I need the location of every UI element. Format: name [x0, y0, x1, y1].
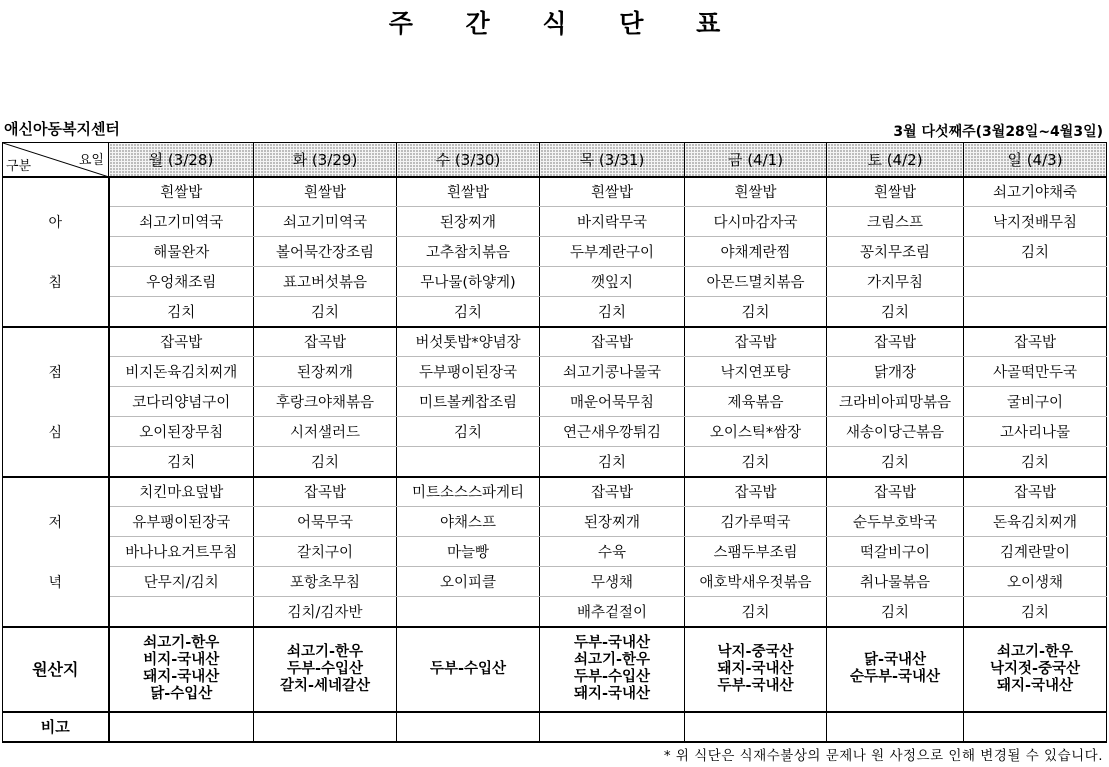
day-header: 수 (3/30) — [397, 143, 540, 177]
menu-item-cell: 닭개장 — [827, 357, 964, 387]
menu-item-cell: 순두부호박국 — [827, 507, 964, 537]
origin-line: 쇠고기-한우 — [573, 652, 651, 668]
breakfast-row — [3, 207, 1107, 237]
menu-item-cell: 잡곡밥 — [540, 327, 685, 357]
menu-item-cell: 마늘빵 — [397, 537, 540, 567]
origin-cell — [540, 627, 685, 712]
footnote: * 위 식단은 식재수불상의 문제나 원 사정으로 인해 변경될 수 있습니다. — [663, 748, 1103, 764]
dinner-row — [3, 597, 1107, 627]
menu-item-cell: 잡곡밥 — [540, 477, 685, 507]
week-label: 3월 다섯째주(3월28일~4월3일) — [893, 124, 1103, 140]
day-header: 금 (4/1) — [685, 143, 827, 177]
menu-item-cell: 쇠고기콩나물국 — [540, 357, 685, 387]
origin-cell — [109, 627, 254, 712]
menu-item-cell: 김치 — [254, 447, 397, 477]
origin-line: 낙지-중국산 — [717, 643, 794, 660]
menu-item-cell: 표고버섯볶음 — [254, 267, 397, 297]
menu-item-cell: 낙지연포탕 — [685, 357, 827, 387]
menu-item-cell: 유부팽이된장국 — [109, 507, 254, 537]
menu-item-cell: 김치 — [685, 597, 827, 627]
menu-item-cell: 바나나요거트무침 — [109, 537, 254, 567]
menu-item-cell: 수육 — [540, 537, 685, 567]
menu-item-cell: 무나물(하얗게) — [397, 267, 540, 297]
menu-item-cell: 애호박새우젓볶음 — [685, 567, 827, 597]
menu-item-cell: 낙지젓배무침 — [964, 207, 1107, 237]
menu-item-cell: 김가루떡국 — [685, 507, 827, 537]
remarks-row — [3, 712, 1107, 742]
menu-item-cell: 배추겉절이 — [540, 597, 685, 627]
menu-item-cell: 김치 — [964, 237, 1107, 267]
menu-item-cell: 두부계란구이 — [540, 237, 685, 267]
menu-item-cell: 잡곡밥 — [685, 327, 827, 357]
meal-label-char: 저 — [48, 514, 63, 531]
origin-line: 쇠고기-한우 — [143, 635, 220, 651]
menu-item-cell: 김치 — [109, 447, 254, 477]
origin-line: 두부-국내산 — [573, 635, 651, 651]
menu-item-cell: 김치 — [827, 447, 964, 477]
lunch-row — [3, 387, 1107, 417]
breakfast-row — [3, 297, 1107, 327]
menu-item-cell: 김치 — [397, 297, 540, 327]
meal-label-char: 침 — [48, 274, 63, 291]
menu-item-cell: 오이생채 — [964, 567, 1107, 597]
dinner-label — [3, 477, 109, 627]
origin-cell — [254, 627, 397, 712]
breakfast-row — [3, 237, 1107, 267]
origin-line: 쇠고기-한우 — [996, 643, 1074, 660]
origin-cell — [827, 627, 964, 712]
menu-item-cell: 흰쌀밥 — [254, 177, 397, 207]
menu-item-cell: 김치 — [827, 597, 964, 627]
origin-cell — [397, 627, 540, 712]
remarks-cell — [540, 712, 685, 742]
menu-item-cell: 김계란말이 — [964, 537, 1107, 567]
menu-item-cell: 바지락무국 — [540, 207, 685, 237]
remarks-cell — [254, 712, 397, 742]
menu-item-cell: 잡곡밥 — [964, 327, 1107, 357]
menu-item-cell: 떡갈비구이 — [827, 537, 964, 567]
origin-line: 돼지-국내산 — [717, 660, 794, 677]
menu-item-cell: 해물완자 — [109, 237, 254, 267]
corner-label-category: 구분 — [6, 158, 32, 174]
menu-item-cell: 꽁치무조림 — [827, 237, 964, 267]
menu-item-cell: 김치 — [109, 297, 254, 327]
menu-item-cell: 미트소스스파게티 — [397, 477, 540, 507]
menu-item-cell: 사골떡만두국 — [964, 357, 1107, 387]
menu-item-cell: 흰쌀밥 — [397, 177, 540, 207]
origin-line: 비지-국내산 — [143, 652, 220, 668]
lunch-label — [3, 327, 109, 477]
remarks-cell — [685, 712, 827, 742]
weekly-menu-table — [2, 142, 1107, 743]
menu-item-cell: 다시마감자국 — [685, 207, 827, 237]
menu-item-cell: 버섯톳밥*양념장 — [397, 327, 540, 357]
menu-item-cell: 잡곡밥 — [254, 477, 397, 507]
dinner-row — [3, 537, 1107, 567]
menu-item-cell: 김치 — [685, 447, 827, 477]
menu-item-cell: 흰쌀밥 — [540, 177, 685, 207]
menu-item-cell: 오이된장무침 — [109, 417, 254, 447]
menu-item-cell: 김치 — [254, 297, 397, 327]
menu-item-cell: 야채스프 — [397, 507, 540, 537]
menu-item-cell: 두부팽이된장국 — [397, 357, 540, 387]
origin-line: 닭-국내산 — [863, 652, 927, 668]
menu-item-cell — [397, 447, 540, 477]
breakfast-row — [3, 177, 1107, 207]
day-header: 화 (3/29) — [254, 143, 397, 177]
menu-item-cell: 잡곡밥 — [685, 477, 827, 507]
origin-line: 돼지-국내산 — [143, 669, 220, 685]
origin-line: 닭-수입산 — [150, 686, 213, 702]
menu-item-cell: 갈치구이 — [254, 537, 397, 567]
remarks-label: 비고 — [3, 712, 109, 742]
menu-item-cell: 고사리나물 — [964, 417, 1107, 447]
dinner-row — [3, 567, 1107, 597]
remarks-cell — [397, 712, 540, 742]
menu-item-cell: 고추참치볶음 — [397, 237, 540, 267]
menu-item-cell: 새송이당근볶음 — [827, 417, 964, 447]
menu-item-cell: 깻잎지 — [540, 267, 685, 297]
origin-line: 돼지-국내산 — [573, 686, 651, 702]
origin-line: 순두부-국내산 — [849, 669, 941, 685]
origin-label: 원산지 — [3, 627, 109, 712]
menu-item-cell: 취나물볶음 — [827, 567, 964, 597]
menu-item-cell: 굴비구이 — [964, 387, 1107, 417]
page-title: 주 간 식 단 표 — [388, 9, 743, 38]
breakfast-label — [3, 177, 109, 327]
menu-item-cell: 잡곡밥 — [827, 477, 964, 507]
menu-item-cell: 잡곡밥 — [964, 477, 1107, 507]
menu-item-cell: 흰쌀밥 — [109, 177, 254, 207]
menu-item-cell: 야채계란찜 — [685, 237, 827, 267]
menu-item-cell: 시저샐러드 — [254, 417, 397, 447]
menu-item-cell: 단무지/김치 — [109, 567, 254, 597]
origin-line: 두부-수입산 — [573, 669, 651, 685]
dinner-row — [3, 477, 1107, 507]
menu-item-cell: 김치 — [964, 597, 1107, 627]
menu-item-cell: 돈육김치찌개 — [964, 507, 1107, 537]
meal-label-char: 아 — [48, 214, 63, 231]
origin-line: 두부-국내산 — [717, 677, 794, 694]
origin-row — [3, 627, 1107, 712]
menu-item-cell: 잡곡밥 — [254, 327, 397, 357]
menu-item-cell: 흰쌀밥 — [827, 177, 964, 207]
menu-item-cell: 김치 — [397, 417, 540, 447]
menu-item-cell: 쇠고기미역국 — [254, 207, 397, 237]
menu-item-cell: 볼어묵간장조림 — [254, 237, 397, 267]
menu-item-cell — [964, 297, 1107, 327]
menu-item-cell: 아몬드멸치볶음 — [685, 267, 827, 297]
breakfast-row — [3, 267, 1107, 297]
menu-item-cell — [397, 597, 540, 627]
menu-item-cell: 우엉채조림 — [109, 267, 254, 297]
menu-item-cell: 치킨마요덮밥 — [109, 477, 254, 507]
day-header: 월 (3/28) — [109, 143, 254, 177]
menu-item-cell: 제육볶음 — [685, 387, 827, 417]
menu-item-cell: 김치 — [964, 447, 1107, 477]
menu-item-cell: 코다리양념구이 — [109, 387, 254, 417]
day-header: 토 (4/2) — [827, 143, 964, 177]
menu-item-cell: 연근새우깡튀김 — [540, 417, 685, 447]
menu-item-cell: 매운어묵무침 — [540, 387, 685, 417]
origin-line: 낙지젓-중국산 — [989, 660, 1081, 677]
origin-line: 두부-수입산 — [286, 660, 364, 677]
menu-item-cell: 쇠고기야채죽 — [964, 177, 1107, 207]
menu-item-cell: 비지돈육김치찌개 — [109, 357, 254, 387]
menu-item-cell: 포항초무침 — [254, 567, 397, 597]
origin-line: 쇠고기-한우 — [286, 643, 364, 660]
menu-item-cell: 김치/김자반 — [254, 597, 397, 627]
menu-item-cell: 김치 — [827, 297, 964, 327]
origin-cell — [964, 627, 1107, 712]
origin-line: 두부-수입산 — [429, 660, 507, 677]
lunch-row — [3, 357, 1107, 387]
origin-cell — [685, 627, 827, 712]
menu-item-cell: 김치 — [540, 447, 685, 477]
menu-item-cell: 후랑크야채볶음 — [254, 387, 397, 417]
menu-item-cell: 오이피클 — [397, 567, 540, 597]
corner-cell — [3, 143, 109, 177]
meal-label-char: 점 — [48, 364, 63, 381]
menu-item-cell: 미트볼케찹조림 — [397, 387, 540, 417]
menu-item-cell: 된장찌개 — [254, 357, 397, 387]
menu-item-cell: 스팸두부조림 — [685, 537, 827, 567]
menu-item-cell: 어묵무국 — [254, 507, 397, 537]
menu-item-cell: 크라비아피망볶음 — [827, 387, 964, 417]
origin-line: 돼지-국내산 — [996, 677, 1074, 694]
menu-item-cell — [964, 267, 1107, 297]
day-header: 목 (3/31) — [540, 143, 685, 177]
lunch-row — [3, 417, 1107, 447]
menu-item-cell: 크림스프 — [827, 207, 964, 237]
remarks-cell — [109, 712, 254, 742]
header-row — [3, 143, 1107, 177]
dinner-row — [3, 507, 1107, 537]
menu-item-cell: 된장찌개 — [540, 507, 685, 537]
menu-item-cell: 잡곡밥 — [827, 327, 964, 357]
origin-line: 갈치-세네갈산 — [279, 677, 371, 694]
corner-label-day: 요일 — [78, 153, 104, 168]
remarks-cell — [827, 712, 964, 742]
menu-item-cell: 오이스틱*쌈장 — [685, 417, 827, 447]
menu-item-cell: 무생채 — [540, 567, 685, 597]
meal-label-char: 심 — [48, 424, 63, 441]
menu-item-cell: 잡곡밥 — [109, 327, 254, 357]
menu-item-cell: 가지무침 — [827, 267, 964, 297]
menu-item-cell: 김치 — [540, 297, 685, 327]
menu-item-cell: 흰쌀밥 — [685, 177, 827, 207]
day-header: 일 (4/3) — [964, 143, 1107, 177]
meal-label-char: 녁 — [48, 574, 63, 591]
lunch-row — [3, 447, 1107, 477]
menu-item-cell: 된장찌개 — [397, 207, 540, 237]
menu-item-cell: 김치 — [685, 297, 827, 327]
remarks-cell — [964, 712, 1107, 742]
menu-item-cell — [109, 597, 254, 627]
organization-name: 애신아동복지센터 — [4, 120, 120, 138]
lunch-row — [3, 327, 1107, 357]
menu-item-cell: 쇠고기미역국 — [109, 207, 254, 237]
